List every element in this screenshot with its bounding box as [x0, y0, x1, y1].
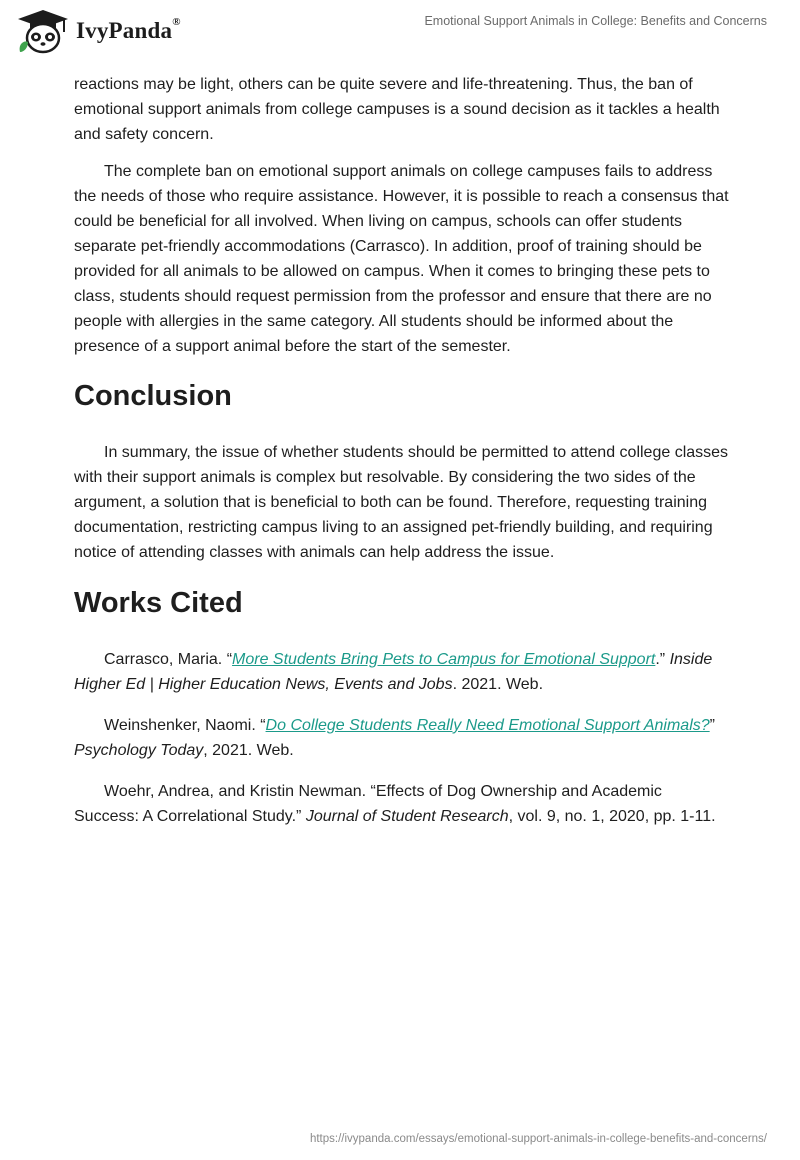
page-header — [0, 0, 800, 64]
citation-link-carrasco[interactable]: More Students Bring Pets to Campus for Emotional Support — [232, 651, 656, 668]
logo-wordmark: IvyPanda® — [76, 16, 181, 43]
citation-woehr: Woehr, Andrea, and Kristin Newman. “Effects of Dog Ownership and Academic Success: A Correlational Study.” Journal of Student Research, vol. 9, no. 1, 2020, pp. 1-11. — [74, 783, 716, 825]
panda-graduate-icon — [14, 8, 72, 54]
footer-source-url[interactable]: https://ivypanda.com/essays/emotional-support-animals-in-college-benefits-and-concerns/ — [309, 1133, 767, 1145]
citation-link-weinshenker[interactable]: Do College Students Really Need Emotional Support Animals? — [265, 717, 710, 734]
body-paragraph-1: reactions may be light, others can be quite severe and life-threatening. Thus, the ban of emotional support animals from college campuses is a sound decision as it tackles a health and safety concern. — [74, 76, 720, 143]
body-paragraph-2: The complete ban on emotional support animals on college campuses fails to address the needs of those who require assistance. However, it is possible to reach a consensus that could be beneficial for all involved. When living on campus, schools can offer students separate pet-friendly accommodations (Carrasco). In addition, proof of training should be provided for all animals to be allowed on campus. When it comes to bringing these pets to class, students should request permission from the professor and ensure that there are no people with allergies in the same category. All students should be informed about the presence of a support animal before the start of the semester. — [74, 163, 729, 355]
citation-carrasco: Carrasco, Maria. “More Students Bring Pets to Campus for Emotional Support.” Inside Higher Ed | Higher Education News, Events and Jobs. 2021. Web. — [74, 651, 713, 693]
document-title: Emotional Support Animals in College: Benefits and Concerns — [424, 14, 767, 28]
works-cited-heading: Works Cited — [74, 587, 243, 619]
ivypanda-logo[interactable] — [14, 8, 181, 54]
citation-weinshenker: Weinshenker, Naomi. “Do College Students Really Need Emotional Support Animals?” Psychology Today, 2021. Web. — [74, 717, 715, 759]
essay-content — [74, 72, 730, 829]
citation-list — [74, 647, 730, 829]
conclusion-paragraph: In summary, the issue of whether students should be permitted to attend college classes with their support animals is complex but resolvable. By considering the two sides of the argument, a solution that is beneficial to both can be found. Therefore, requesting training documentation, restricting campus living to an assigned pet-friendly building, and requiring notice of attending classes with animals can help address the issue. — [74, 444, 729, 561]
conclusion-heading: Conclusion — [74, 380, 232, 412]
